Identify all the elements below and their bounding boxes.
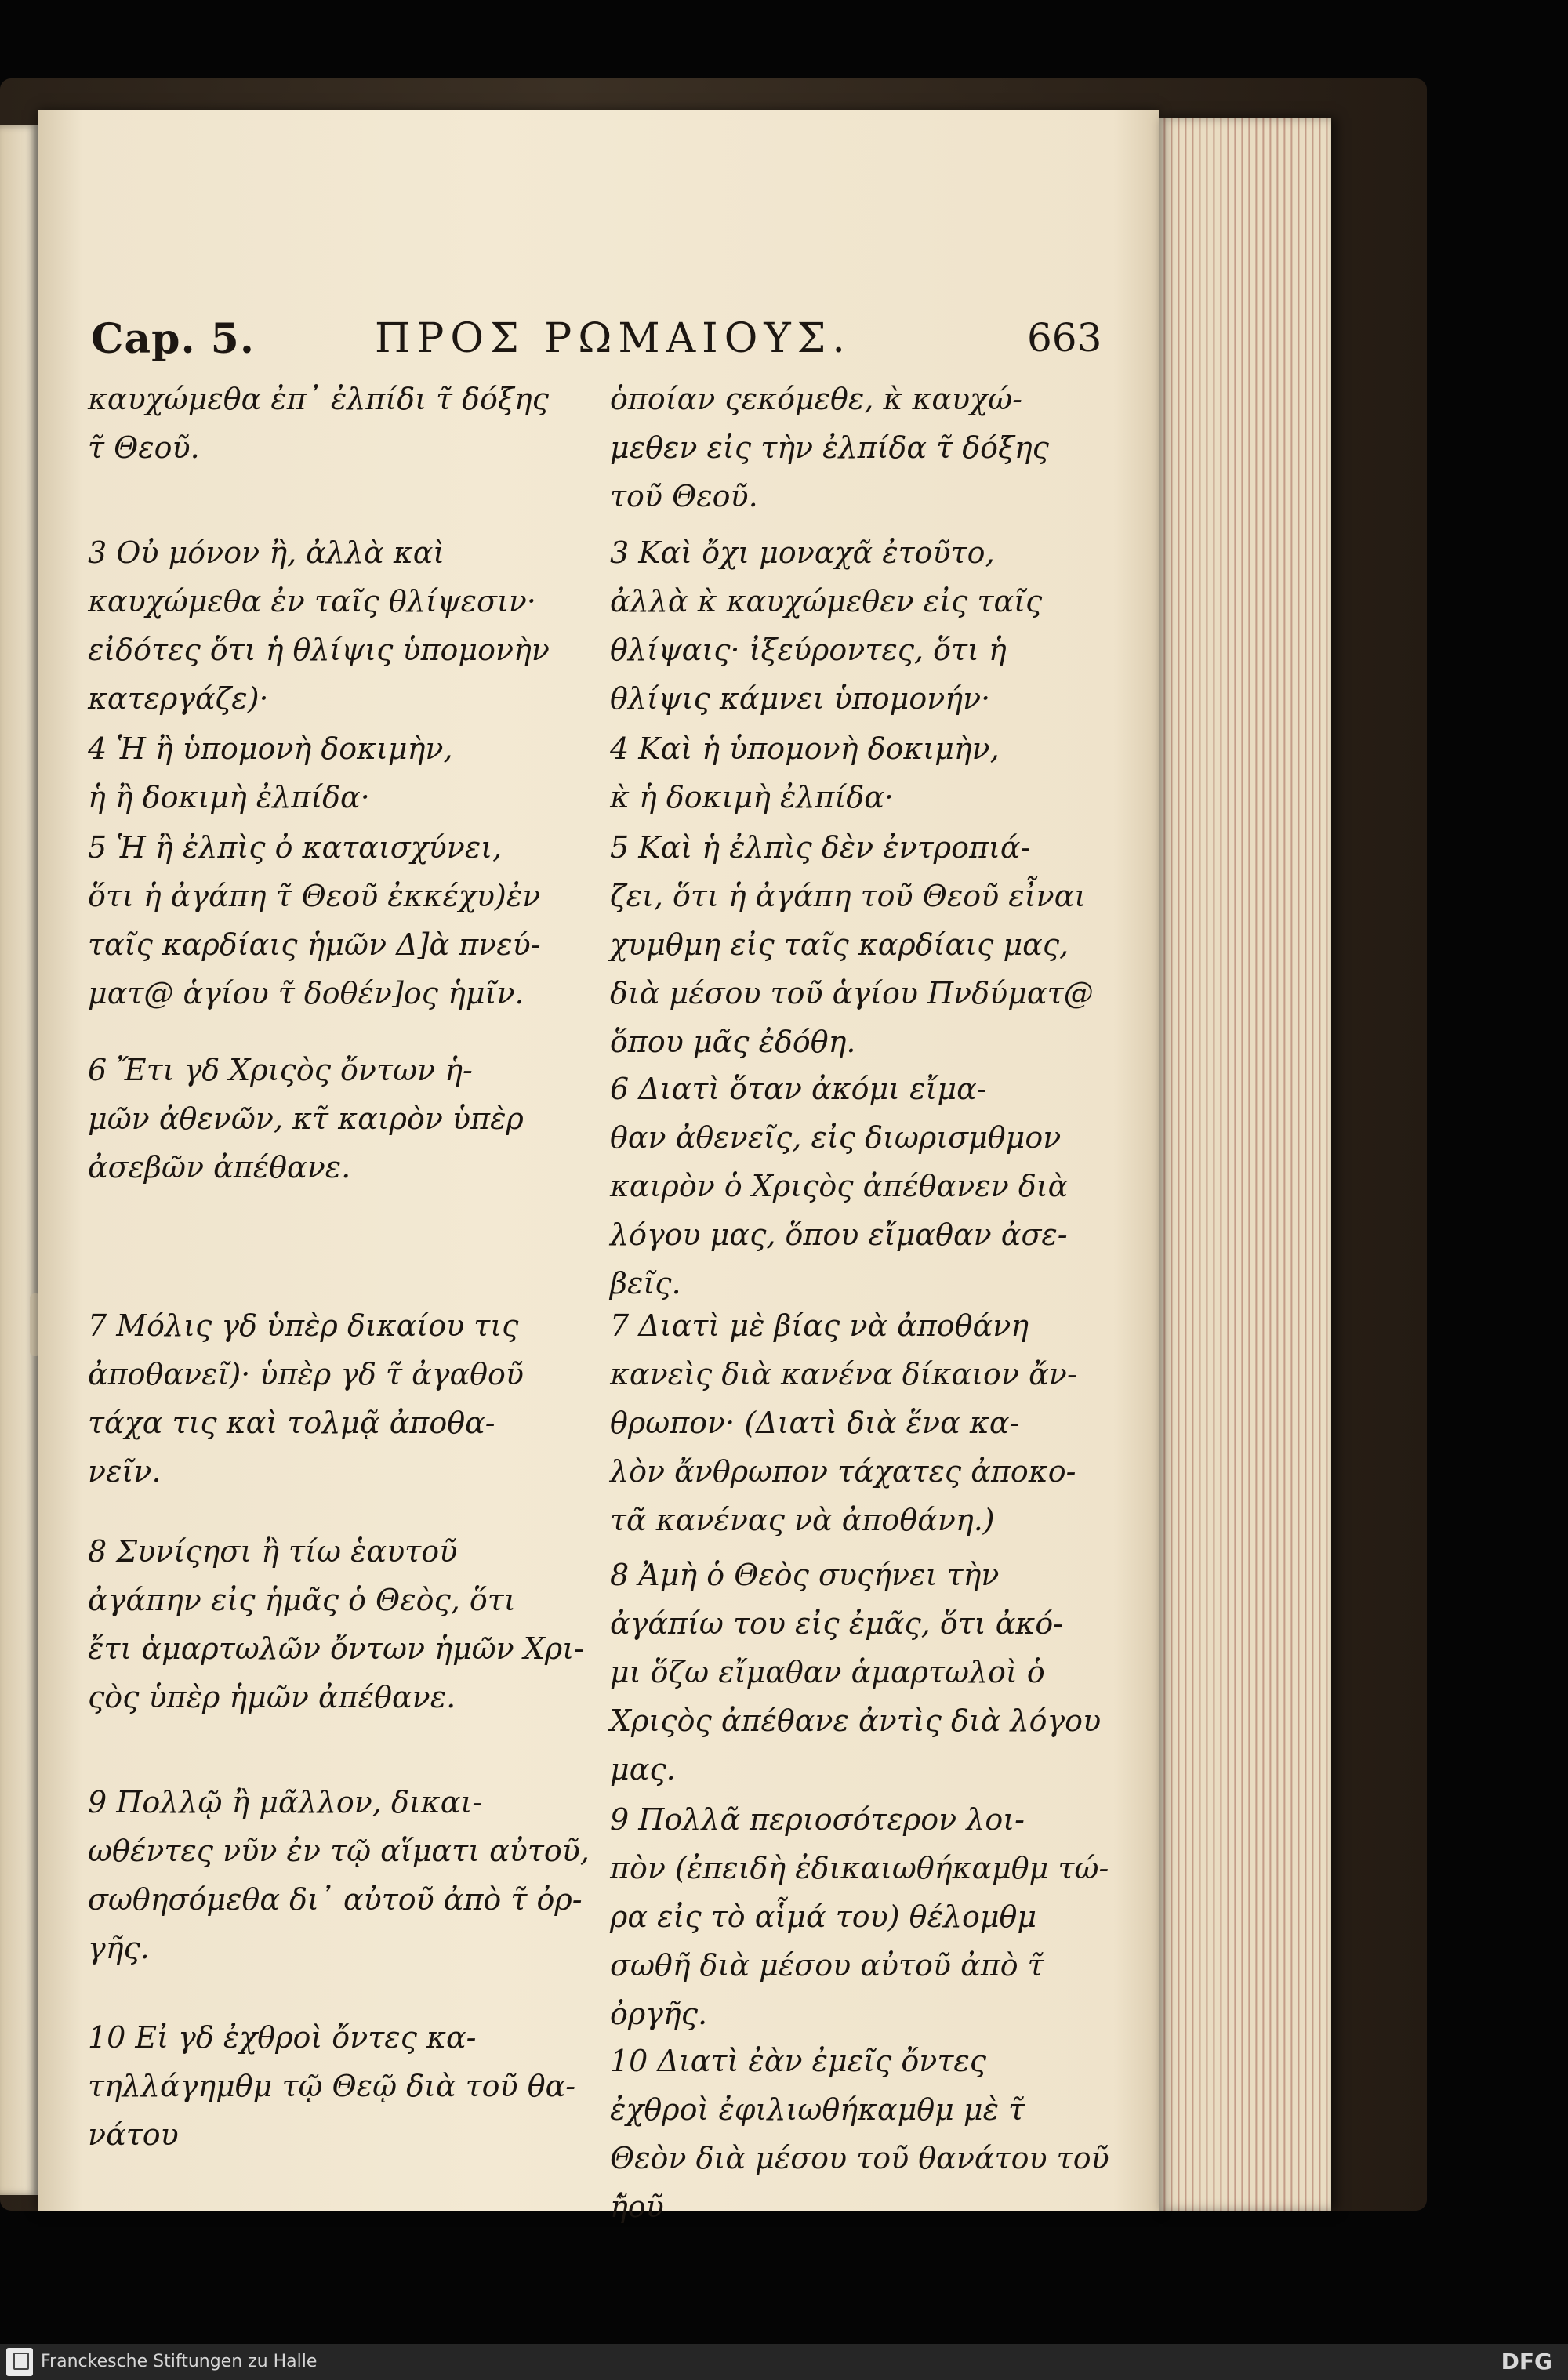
left-verse-6: 6 Ἔτι γδ Χριςὸς ὄντων ἡ- μῶν ἀθενῶν, κτ̃ καιρὸν ὑπὲρ ἀσεβῶν ἀπέθανε. — [88, 1053, 524, 1185]
right-verse-4: 4 Καὶ ἡ ὑπομονὴ δοκιμὴν, κ̀ ἡ δοκιμὴ ἐλπίδα· — [610, 731, 1000, 814]
right-verse-8: 8 Ἀμὴ ὁ Θεὸς συςήνει τὴν ἀγάπίω του εἰς ἐμᾶς, ὅτι ἀκό- μι ὅζω εἴμαθαν ἁμαρτωλοὶ ὁ Χριςὸς ἀπέθανε ἀντὶς διὰ λόγου μας. — [610, 1558, 1102, 1787]
book-page — [38, 110, 1159, 2224]
institution-name: Franckesche Stiftungen zu Halle — [41, 2352, 318, 2371]
left-verse-2-end: καυχώμεθα ἐπ᾽ ἐλπίδι τ̃ δόξης τ̃ Θεοῦ. — [88, 382, 549, 465]
right-verse-5: 5 Καὶ ἡ ἐλπὶς δὲν ἐντροπιά- ζει, ὅτι ἡ ἀγάπη τοῦ Θεοῦ εἶναι χυμθμη εἰς ταῖς καρδίαις μας, διὰ μέσου τοῦ ἁγίου Πνδύματ@ ὅπου μᾶς ἐδόθη. — [610, 830, 1094, 1059]
right-verse-3: 3 Καὶ ὄχι μοναχᾶ ἐτοῦτο, ἀλλὰ κ̀ καυχώμεθεν εἰς ταῖς θλίψαις· ἰξεύροντες, ὅτι ἡ θλίψις κάμνει ὑπομονήν· — [610, 535, 1043, 716]
left-verse-8: 8 Συνίςησι ἢ τίω ἑαυτοῦ ἀγάπην εἰς ἡμᾶς ὁ Θεὸς, ὅτι ἔτι ἁμαρτωλῶν ὄντων ἡμῶν Χρι- ςὸς ὑπὲρ ἡμῶν ἀπέθανε. — [88, 1534, 584, 1714]
right-verse-9: 9 Πολλᾶ περιοσότερον λοι- πὸν (ἐπειδὴ ἐδικαιωθήκαμθμ τώ- ρα εἰς τὸ αἷμά του) θέλομθμ σωθῆ διὰ μέσου αὐτοῦ ἀπὸ τ̃ ὀργῆς. — [610, 1802, 1109, 2031]
right-verse-10: 10 Διατὶ ἐὰν ἐμεῖς ὄντες ἐχθροὶ ἐφιλιωθήκαμθμ μὲ τ̃ Θεὸν διὰ μέσου τοῦ θανάτου τοῦ ἡ̃οῦ — [610, 2044, 1109, 2224]
left-verse-7: 7 Μόλις γδ ὑπὲρ δικαίου τις ἀποθανεῖ)· ὑπὲρ γδ τ̃ ἀγαθοῦ τάχα τις καὶ τολμᾷ ἀποθα- νεῖν. — [88, 1308, 524, 1489]
page-block-edges — [1159, 118, 1331, 2211]
left-verse-4: 4 Ἡ ἢ ὑπομονὴ δοκιμὴν, ἡ ἢ δοκιμὴ ἐλπίδα· — [88, 731, 453, 814]
dfg-logo: DFG — [1501, 2349, 1552, 2375]
left-verse-3: 3 Οὐ μόνον ἢ, ἀλλὰ καὶ καυχώμεθα ἐν ταῖς θλίψεσιν· εἰδότες ὅτι ἡ θλίψις ὑπομονὴν κατεργάζε)· — [88, 535, 550, 716]
right-verse-6: 6 Διατὶ ὅταν ἀκόμι εἴμα- θαν ἀθενεῖς, εἰς διωρισμθμον καιρὸν ὁ Χριςὸς ἀπέθανεν διὰ λόγου μας, ὅπου εἴμαθαν ἀσε- βεῖς. — [610, 1072, 1069, 1301]
left-verse-9: 9 Πολλῷ ἢ μᾶλλον, δικαι- ωθέντες νῦν ἐν τῷ αἵματι αὐτοῦ, σωθησόμεθα δι᾽ αὐτοῦ ἀπὸ τ̃ ὀρ- γῆς. — [88, 1785, 590, 1965]
running-header — [38, 315, 1159, 370]
viewer-footer — [0, 2344, 1568, 2380]
previous-page-edge — [0, 125, 38, 2195]
page-number: 663 — [1027, 315, 1102, 361]
institution-logo-icon — [6, 2348, 33, 2376]
right-verse-2-end: ὁποίαν ςεκόμεθε, κ̀ καυχώ- μεθεν εἰς τὴν ἐλπίδα τ̃ δόξης τοῦ Θεοῦ. — [610, 382, 1049, 513]
right-verse-7: 7 Διατὶ μὲ βίας νὰ ἀποθάνη κανεὶς διὰ κανένα δίκαιον ἄν- θρωπον· (Διατὶ διὰ ἕνα κα- λὸν ἄνθρωπον τάχατες ἀποκο- τᾶ κανένας νὰ ἀποθάνη.) — [610, 1308, 1077, 1537]
chapter-label: Cap. 5. — [91, 315, 255, 363]
running-title: ΠΡΟΣ ΡΩΜΑΙΟΥΣ. — [375, 315, 851, 362]
left-verse-5: 5 Ἡ ἢ ἐλπὶς ὀ καταισχύνει, ὅτι ἡ ἀγάπη τ̃ Θεοῦ ἐκκέχυ)ἐν ταῖς καρδίαις ἡμῶν Δ]ὰ πνεύ- ματ@ ἁγίου τ̃ δοθέν]ος ἡμῖν. — [88, 830, 541, 1010]
left-verse-10: 10 Εἰ γδ ἐχθροὶ ὄντες κα- τηλλάγημθμ τῷ Θεῷ διὰ τοῦ θα- νάτου — [88, 2020, 576, 2152]
